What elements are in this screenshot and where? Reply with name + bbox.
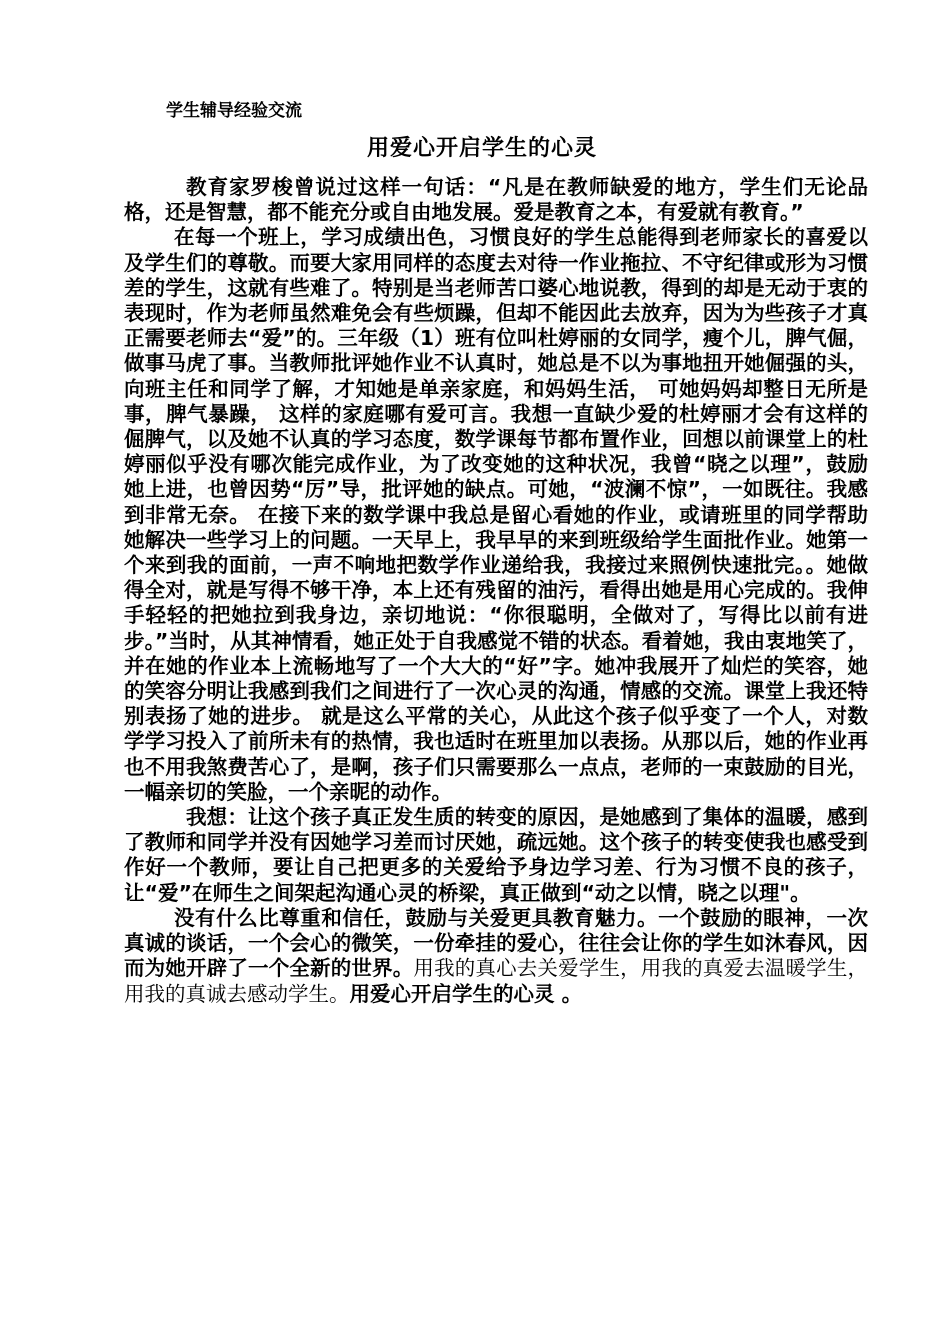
closing-sentence-main: 没有什么比尊重和信任，鼓励与关爱更具教育魅力。一个鼓励的眼神，一次真诚的谈话，一个会心的微笑，一份牵挂的爱心，往往会让你的学生如沐春风，因而为她开辟了一个全新的世界。 [124,905,868,981]
closing-sentence-title-echo: 用爱心开启学生的心灵 。 [349,981,583,1006]
paragraph-intro-quote: 教育家罗梭曾说过这样一句话：“凡是在教师缺爱的地方，学生们无论品格，还是智慧，都不能充分或自由地发展。爱是教育之本，有爱就有教育。” [124,175,868,225]
document-title: 用爱心开启学生的心灵 [366,136,597,161]
closing-sentence-regular: 用我的真心去关爱学生，用我的真爱去温暖学生，用我的真诚去感动学生。 [124,956,869,1006]
paragraph-student-story: 在每一个班上，学习成绩出色，习惯良好的学生总能得到老师家长的喜爱以及学生们的尊敬。而要大家用同样的态度去对待一作业拖拉、不守纪律或形为习惯差的学生，这就有些难了。特别是当老师苦口婆心地说教，得到的却是无动于衷的表现时，作为老师虽然难免会有些烦躁，但却不能因此去放弃，因为为些孩子才真正需要老师去“爱”的。三年级（1）班有位叫杜婷丽的女同学，瘦个儿，脾气倔，做事马虎了事。当教师批评她作业不认真时，她总是不以为事地扭开她倔强的头，向班主任和同学了解，才知她是单亲家庭，和妈妈生活， 可她妈妈却整日无所是事，脾气暴躁， 这样的家庭哪有爱可言。我想一直缺少爱的杜婷丽才会有这样的倔脾气，以及她不认真的学习态度，数学课每节都布置作业，回想以前课堂上的杜婷丽似乎没有哪次能完成作业，为了改变她的这种状况，我曾“晓之以理”，鼓励她上进，也曾因势“厉”导，批评她的缺点。可她，“波澜不惊”，一如既往。我感到非常无奈。 在接下来的数学课中我总是留心看她的作业，或请班里的同学帮助她解决一些学习上的问题。一天早上，我早早的来到班级给学生面批作业。她第一个来到我的面前，一声不响地把数学作业递给我，我接过来照例快速批完。。她做得全对，就是写得不够干净，本上还有残留的油污，看得出她是用心完成的。我伸手轻轻的把她拉到我身边，亲切地说：“你很聪明，全做对了，写得比以前有进步。”当时，从其神情看，她正处于自我感觉不错的状态。看着她，我由衷地笑了，并在她的作业本上流畅地写了一个大大的“好”字。她冲我展开了灿烂的笑容，她的笑容分明让我感到我们之间进行了一次心灵的沟通，情感的交流。课堂上我还特别表扬了她的进步。 就是这么平常的关心，从此这个孩子似乎变了一个人，对数学学习投入了前所未有的热情，我也适时在班里加以表扬。从那以后，她的作业再也不用我煞费苦心了，是啊，孩子们只需要那么一点点，老师的一束鼓励的目光，一幅亲切的笑脸，一个亲昵的动作。 [124,225,868,804]
paragraph-closing [124,906,868,1007]
document-body [124,175,868,1007]
document-category-label: 学生辅导经验交流 [166,101,302,121]
paragraph-reflection: 我想：让这个孩子真正发生质的转变的原因，是她感到了集体的温暖，感到了教师和同学并没有因她学习差而讨厌她，疏远她。这个孩子的转变使我也感受到作好一个教师，要让自己把更多的关爱给予身边学习差、行为习惯不良的孩子，让“爱”在师生之间架起沟通心灵的桥梁，真正做到“动之以情，晓之以理"。 [124,805,868,905]
